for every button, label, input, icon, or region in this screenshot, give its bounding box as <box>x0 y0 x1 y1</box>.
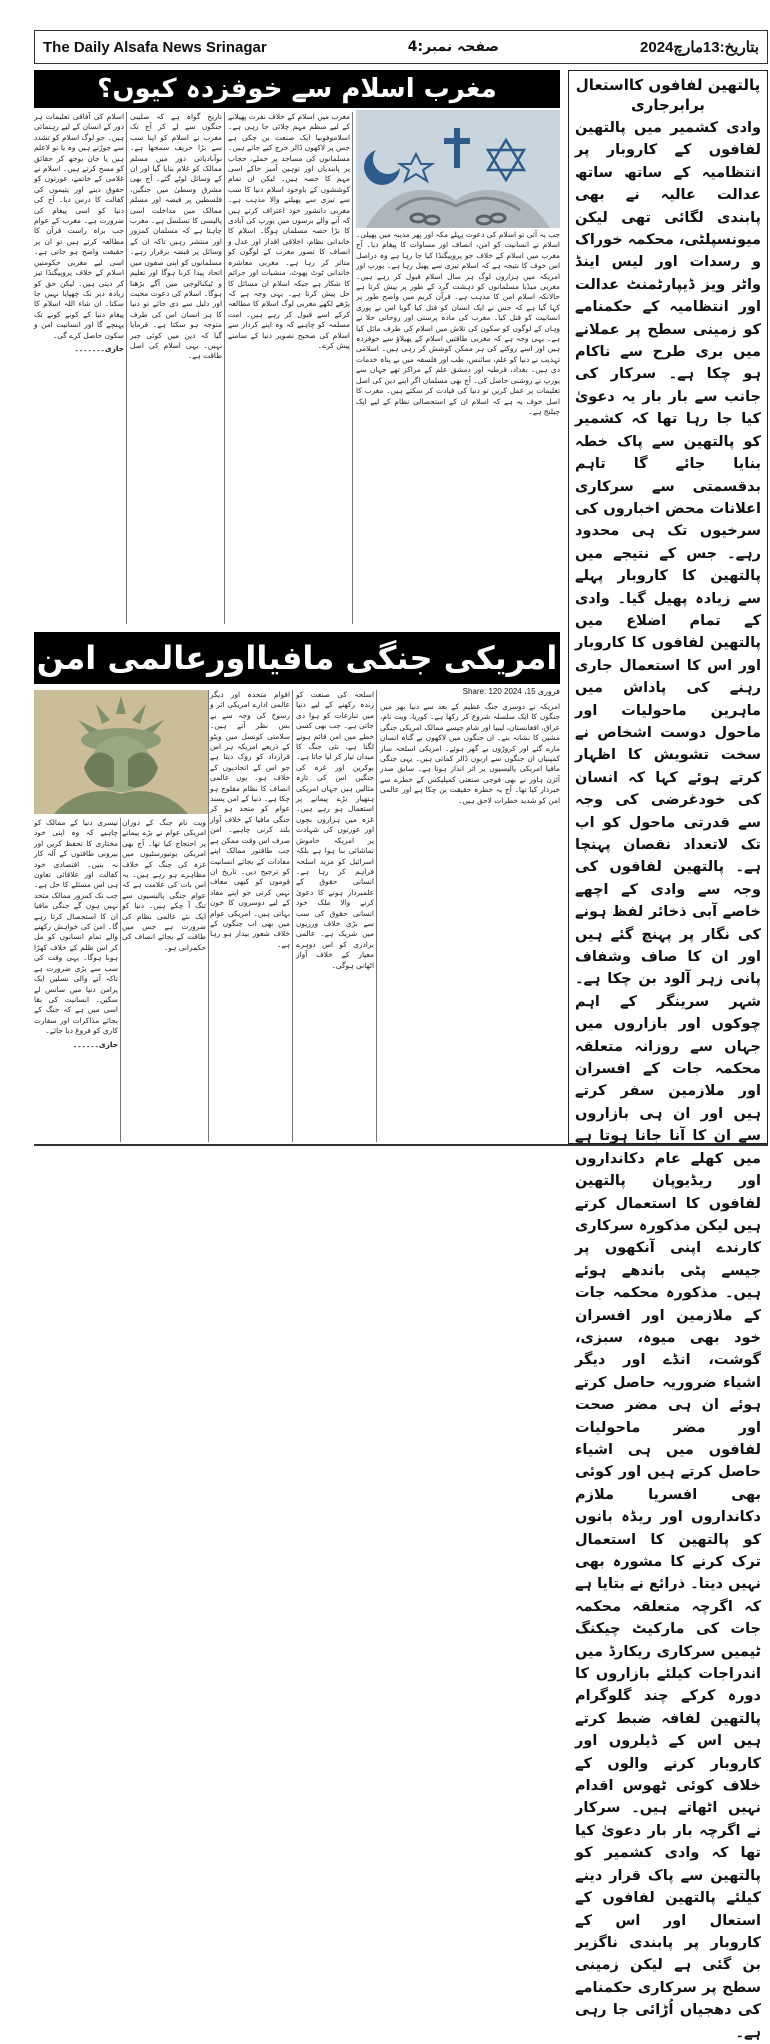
article2-column-2 <box>296 690 374 1142</box>
article1-col4-text: اسلام کی آفاقی تعلیمات ہر دور کے انسان کے لیے رہنمائی ہیں۔ جو لوگ اسلام کو تشدد سے جوڑتے ہیں وہ یا تو لاعلم ہیں یا جان بوجھ کر حقائق کو مسخ کرتے ہیں۔ اسلام نے غلامی کے خاتمے، عورتوں کو حقوق دینے اور یتیموں کی کفالت کا درس دیا۔ آج کی دنیا کو اسی پیغام کی ضرورت ہے۔ مغرب کے عوام جب براہ راست قرآن کا مطالعہ کرتے ہیں تو ان پر حقیقت واضح ہو جاتی ہے۔ اسی لیے مغربی حکومتیں اسلام کے خلاف پروپیگنڈا تیز کر دیتی ہیں۔ لیکن حق کو زیادہ دیر تک چھپایا نہیں جا سکتا۔ ان شاء اللہ اسلام کا پیغام دنیا کے کونے کونے تک پہنچے گا اور انسانیت امن و سکون حاصل کرے گی۔ <box>34 112 124 340</box>
article2-image <box>34 690 208 814</box>
article2-col3-text: اقوام متحدہ اور دیگر عالمی ادارے امریکی اثر و رسوخ کی وجہ سے بے بس نظر آتے ہیں۔ سلامتی کونسل میں ویٹو کے ذریعے امریکہ ہر اس قرارداد کو روک دیتا ہے جو اس کے اتحادیوں کے خلاف ہو۔ یوں عالمی انصاف کا نظام مفلوج ہو چکا ہے۔ دنیا کے امن پسند عوام کو متحد ہو کر جنگی مافیا کے خلاف آواز بلند کرنی چاہیے۔ امن صرف اس وقت ممکن ہے جب طاقتور ممالک اپنے مفادات کے بجائے انسانیت کو ترجیح دیں۔ تاریخ ان قوموں کو کبھی معاف نہیں کرتی جو اپنے مفاد کے لیے دوسروں کا خون بہاتی ہیں۔ امریکی عوام میں بھی اب جنگوں کے خلاف شعور بیدار ہو رہا ہے۔ <box>210 690 290 949</box>
article2-headline-text: امریکی جنگی مافیااورعالمی امن <box>36 639 558 677</box>
column-divider <box>224 112 225 624</box>
article2-col2-text: اسلحہ کی صنعت کو زندہ رکھنے کے لیے دنیا میں تنازعات کو ہوا دی جاتی ہے۔ جب بھی کسی خطے میں امن قائم ہونے لگتا ہے، نئی جنگ کا میدان تیار کر لیا جاتا ہے۔ یوکرین اور غزہ کی جنگیں اس کی تازہ مثالیں ہیں جہاں امریکی ہتھیار بڑے پیمانے پر استعمال ہو رہے ہیں۔ غزہ میں ہزاروں بچوں اور عورتوں کی شہادت پر امریکہ خاموش تماشائی بنا ہوا ہے بلکہ اسرائیل کو مزید اسلحہ فراہم کر رہا ہے۔ انسانی حقوق کے علمبردار ہونے کا دعویٰ کرنے والا ملک خود انسانی حقوق کی سب سے بڑی خلاف ورزیوں میں شریک ہے۔ عالمی برادری کو اس دوہرے معیار کے خلاف آواز اٹھانی ہوگی۔ <box>296 690 374 970</box>
sidebar-headline: پالتھین لفافوں کااستعال برابرجاری <box>575 76 761 114</box>
article1-col3-text: تاریخ گواہ ہے کہ صلیبی جنگوں سے لے کر آج تک مغرب نے اسلام کو اپنا سب سے بڑا حریف سمجھا ہے۔ نوآبادیاتی دور میں مسلم ممالک کو غلام بنایا گیا اور ان کے وسائل لوٹے گئے۔ آج بھی مشرق وسطیٰ میں جنگیں، فلسطین پر قبضہ اور مسلم ممالک میں مداخلت اسی پالیسی کا تسلسل ہے۔ مغرب چاہتا ہے کہ مسلمان کمزور اور منتشر رہیں تاکہ ان کے وسائل پر قبضہ برقرار رہے۔ مسلمانوں کو اپنی صفوں میں اتحاد پیدا کرنا ہوگا اور تعلیم و ٹیکنالوجی میں آگے بڑھنا ہوگا۔ اسلام کی دعوت محبت اور دلیل سے دی جائے تو دنیا کا ہر انسان اس کی طرف متوجہ ہو سکتا ہے۔ فرمایا گیا کہ دین میں کوئی جبر نہیں۔ یہی اسلام کی اصل طاقت ہے۔ <box>130 112 222 361</box>
masthead <box>34 30 768 64</box>
article2-column-3 <box>210 690 290 1142</box>
column-divider <box>126 112 127 624</box>
article1-column-3 <box>130 112 222 626</box>
sidebar-body: وادی کشمیر میں پالتھین لفافوں کے کاروبار پر انتظامیہ کے ساتھ ساتھ عدالت عالیہ نے بھی پابندی لگائی تھی لیکن میونسپلٹی، محکمہ خوراک و رسدات اور لیس اینڈ واٹر ویز ڈیپارٹمنٹ عدالت اور انتظامیہ کے حکمنامے کو زمینی سطح پر عملانے میں بری طرح سے ناکام ہو چکا ہے۔ سرکار کی جانب سے بار بار یہ دعویٰ کیا جا رہا تھا کہ کشمیر کو پالتھین سے پاک خطہ بنایا جائے گا تاہم بدقسمتی سے سرکاری اعلانات محض اخباروں کی سرخیوں تک ہی محدود رہے۔ جس کے نتیجے میں پالتھین کا کاروبار پہلے سے زیادہ پھیل گیا۔ وادی کے تمام اضلاع میں پالتھین لفافوں کا کاروبار اور اس کا استعمال جاری رہنے کی پاداش میں ماہرین ماحولیات اور ماحول دوست اشخاص نے سخت تشویش کا اظہار کرتے ہوئے کہا کہ انسان کی خودغرضی کی وجہ سے قدرتی ماحول کو اب تک لاتعداد نقصان پہنچا ہے۔ پالتھین لفافوں کی وجہ سے وادی کے اچھے خاصے آبی ذخائر لفظ ہونے کی نگار پر پہنچ گئے ہیں اور ان کا صاف وشفاف پانی زہر آلود بن چکا ہے۔ شہر سرینگر کے اہم چوکوں اور بازاروں میں جہاں سے روزانہ متعلقہ محکمہ جات کے افسران اور ملازمین سفر کرتے ہیں اور ان ہی بازاروں سے ان کا آنا جانا ہوتا ہے میں کھلے عام دکانداروں اور ریڈیوپان پالتھین لفافوں کا استعمال کرتے ہیں لیکن مذکورہ سرکاری کارندے اپنی آنکھوں پر جیسے پٹی باندھے ہوئے ہیں۔ مذکورہ محکمہ جات کے ملازمین اور افسران خود بھی میوہ، سبزی، گوشت، انڈے اور دیگر اشیاء ضروریہ حاصل کرتے ہوئے ان ہی مضر صحت اور مضر ماحولیات لفافوں میں ہی اشیاء حاصل کرتے ہیں اور کوئی بھی افسریا ملازم دکانداروں اور ریڈہ بانوں کو پالتھین کا استعمال ترک کرنے کا مشورہ بھی نہیں دیتا۔ ذرائع نے بتایا ہے کہ اگرچہ متعلقہ محکمہ جات کی مارکیٹ چیکنگ ٹیمیں سرکاری ریکارڈ میں اندراجات کیلئے بازاروں کا دورہ کرکے چند گلوگرام پالتھین لفافہ ضبط کرتے ہیں اس کے ڈیلروں اور کاروبار کرنے والوں کے خلاف کوئی ٹھوس اقدام نہیں اٹھاتے ہیں۔ سرکار نے اگرچہ بار بار دعویٰ کیا تھا کہ وادی کشمیر کو پالتھین سے پاک قرار دینے کیلئے پالتھین لفافوں کے استعال اور اس کے کاروبار پر پابندی ناگزیر بن گئی ہے لیکن زمینی سطح پر سرکاری حکمنامے کی دھجیاں اُڑائی جا رہی ہے۔ <box>574 120 761 2041</box>
article2-column-4 <box>122 818 206 1142</box>
column-divider <box>292 690 293 1142</box>
article1-image <box>356 110 560 228</box>
article1-column-1 <box>356 230 560 626</box>
sidebar-article <box>568 70 768 2041</box>
statue-of-liberty-illustration <box>34 690 208 814</box>
article2-headline <box>34 632 560 684</box>
article1-headline <box>34 70 560 108</box>
chained-hands-illustration <box>356 110 560 228</box>
article1-column-4 <box>34 112 124 626</box>
column-divider <box>376 690 377 1142</box>
article1-col2-text: مغرب میں اسلام کے خلاف نفرت پھیلانے کے لیے منظم مہم چلائی جا رہی ہے۔ اسلاموفوبیا ایک صنعت بن چکی ہے جس پر لاکھوں ڈالر خرچ کیے جاتے ہیں۔ مسلمانوں کی مساجد پر حملے، حجاب پر پابندیاں اور توہین آمیز خاکے اسی مہم کا حصہ ہیں۔ لیکن ان تمام کوششوں کے باوجود اسلام دنیا کا سب سے تیزی سے پھیلنے والا مذہب ہے۔ مغربی دانشور خود اعتراف کرتے ہیں کہ آنے والے برسوں میں یورپ کی آبادی کا بڑا حصہ مسلمان ہوگا۔ اسلام کا خاندانی نظام، اخلاقی اقدار اور عدل و انصاف کا تصور مغرب کے لوگوں کو متاثر کر رہا ہے۔ مغربی معاشرہ خاندانی ٹوٹ پھوٹ، منشیات اور جرائم کا شکار ہے جبکہ اسلام ان مسائل کا حل پیش کرتا ہے۔ یہی وجہ ہے کہ پڑھے لکھے مغربی لوگ اسلام کا مطالعہ کرکے اسے قبول کر رہے ہیں۔ امت مسلمہ کو چاہیے کہ وہ اپنے کردار سے اسلام کی صحیح تصویر دنیا کے سامنے پیش کرے۔ <box>228 112 350 350</box>
page-number: صفحہ نمبر:4 <box>407 39 499 55</box>
article2-column-5 <box>34 818 118 1142</box>
article1-headline-text: مغرب اسلام سے خوفزدہ کیوں؟ <box>97 74 497 104</box>
article2-share-line: فروری 15، 2024 120 :Share <box>462 687 560 696</box>
article1-column-2 <box>228 112 350 626</box>
article2-col5-text: تیسری دنیا کے ممالک کو چاہیے کہ وہ اپنی خود مختاری کا تحفظ کریں اور بیرونی طاقتوں کے آلہ کار نہ بنیں۔ اقتصادی خود کفالت اور علاقائی تعاون ہی اس مسئلے کا حل ہے۔ جب تک کمزور ممالک متحد نہیں ہوں گے جنگی مافیا ان کا استحصال کرتا رہے گا۔ امن کی خواہش رکھنے والے تمام انسانوں کو مل کر اس ظلم کے خلاف کھڑا ہونا ہوگا۔ یہی وقت کی سب سے بڑی ضرورت ہے تاکہ آنے والی نسلیں ایک پرامن دنیا میں سانس لے سکیں۔ انسانیت کی بقا اسی میں ہے کہ جنگ کے بجائے مذاکرات اور سفارت کاری کو فروغ دیا جائے۔ <box>34 818 118 1036</box>
issue-date: بتاریخ:13مارچ2024 <box>640 39 759 56</box>
bottom-rule <box>34 1144 768 1146</box>
article1-signature: جاری۔۔۔۔۔۔۔ <box>74 343 124 353</box>
article2-column-1 <box>380 702 560 1142</box>
column-divider <box>120 818 121 1142</box>
column-divider <box>352 112 353 624</box>
column-divider <box>208 690 209 1142</box>
article2-col1-text: امریکہ نے دوسری جنگ عظیم کے بعد سے دنیا بھر میں جنگوں کا ایک سلسلہ شروع کر رکھا ہے۔ کوریا، ویت نام، عراق، افغانستان، لیبیا اور شام جیسے ممالک امریکی جنگی مشین کا نشانہ بنے۔ ان جنگوں میں لاکھوں بے گناہ انسان مارے گئے اور کروڑوں بے گھر ہوئے۔ امریکی اسلحہ ساز کمپنیاں ان جنگوں سے اربوں ڈالر کماتی ہیں۔ یہی جنگی مافیا امریکی پالیسیوں پر اثر انداز ہوتا ہے۔ سابق صدر آئزن ہاور نے بھی فوجی صنعتی کمپلیکس کے خطرے سے خبردار کیا تھا۔ آج یہ خطرہ حقیقت بن چکا ہے اور عالمی امن کو شدید خطرات لاحق ہیں۔ <box>380 702 560 805</box>
article2-signature: جاری۔۔۔۔۔۔ <box>72 1039 118 1049</box>
article1-col1-text: جب یہ آئی تو اسلام کی دعوت پہلے مکہ اور پھر مدینہ میں پھیلی۔ اسلام نے انسانیت کو امن، انصاف اور مساوات کا پیغام دیا۔ آج مغرب میں اسلام کے خلاف جو پروپیگنڈا کیا جا رہا ہے وہ دراصل اس خوف کا نتیجہ ہے کہ اسلام تیزی سے پھیل رہا ہے۔ یورپ اور امریکہ میں ہزاروں لوگ ہر سال اسلام قبول کر رہے ہیں۔ مغربی میڈیا مسلمانوں کو دہشت گرد کے طور پر پیش کرتا ہے حالانکہ اسلام امن کا مذہب ہے۔ قرآن کریم میں واضح طور پر کہا گیا ہے کہ جس نے ایک انسان کو قتل کیا گویا اس نے پوری انسانیت کو قتل کیا۔ مغرب کی مادہ پرستی اور روحانی خلا نے وہاں کے لوگوں کو سکون کی تلاش میں اسلام کی طرف مائل کیا ہے۔ یہی وجہ ہے کہ مغربی طاقتیں اسلام کے پھیلاؤ سے خوفزدہ ہیں اور اسے روکنے کی ہر ممکن کوشش کر رہی ہیں۔ اسلامی تہذیب نے دنیا کو علم، سائنس، طب اور فلسفہ میں بے پناہ خدمات دی ہیں۔ بغداد، قرطبہ اور دمشق علم کے مراکز تھے جہاں سے یورپ نے روشنی حاصل کی۔ آج بھی مسلمان اگر اپنے دین کی اصل تعلیمات پر عمل کریں تو دنیا کی قیادت کر سکتے ہیں۔ مغرب کا اصل خوف یہ ہے کہ اسلام ان کے استحصالی نظام کے لیے ایک چیلنج ہے۔ <box>356 230 560 416</box>
paper-name: The Daily Alsafa News Srinagar <box>43 38 267 56</box>
article2-col4-text: ویت نام جنگ کے دوران امریکی عوام نے بڑے پیمانے پر احتجاج کیا تھا۔ آج بھی امریکی یونیورسٹیوں میں غزہ کی جنگ کے خلاف مظاہرے ہو رہے ہیں۔ یہ اس بات کی علامت ہے کہ عوام جنگی پالیسیوں سے تنگ آ چکے ہیں۔ دنیا کو ایک نئے عالمی نظام کی ضرورت ہے جس میں طاقت کے بجائے انصاف کی حکمرانی ہو۔ <box>122 818 206 952</box>
